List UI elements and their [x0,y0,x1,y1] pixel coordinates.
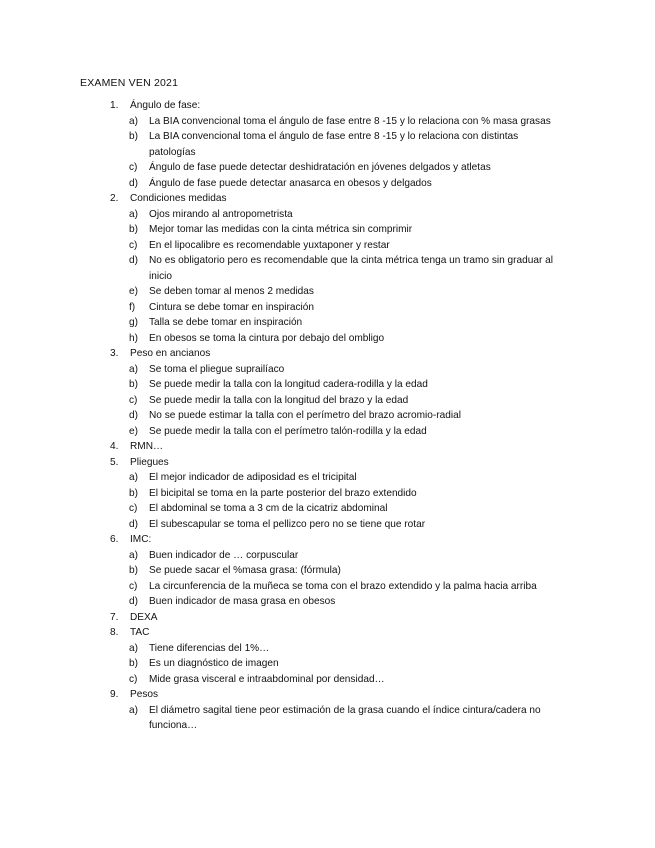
option-letter: a) [129,642,138,654]
answer-option [0,207,655,223]
option-letter: a) [129,115,138,127]
option-letter: b) [129,379,138,390]
question-text: DEXA [130,611,158,623]
question-item [0,455,655,533]
option-text: Se puede sacar el %masa grasa: (fórmula) [149,565,341,576]
question-item [0,610,655,626]
option-text: Se puede medir la talla con el perímetro talón-rodilla y la edad [149,425,427,437]
answer-option [0,563,655,579]
option-letter: d) [129,596,138,607]
question-text: Pliegues [130,456,169,468]
option-letter: a) [129,363,138,375]
question-number: 3. [110,348,119,359]
answer-option [0,377,655,393]
answer-option [0,548,655,564]
question-number: 6. [110,534,119,545]
question-item [0,687,655,734]
option-text: La BIA convencional toma el ángulo de fase entre 8 -15 y lo relaciona con distintas patologías [149,131,519,158]
answer-option [0,486,655,502]
answer-option [0,393,655,409]
option-letter: c) [129,239,138,251]
question-row [0,610,655,626]
option-letter: b) [129,658,138,669]
option-letter: c) [129,394,138,406]
option-letter: d) [129,255,138,266]
option-text: Ojos mirando al antropometrista [149,208,293,220]
option-text: Se toma el pliegue suprailíaco [149,363,285,375]
option-letter: h) [129,332,138,344]
option-text: Ángulo de fase puede detectar anasarca en obesos y delgados [149,177,432,189]
option-text: Mide grasa visceral e intraabdominal por densidad… [149,673,385,685]
option-letter: c) [129,580,138,592]
answer-option [0,656,655,672]
question-row [0,687,655,703]
option-letter: e) [129,425,138,437]
option-text: Se deben tomar al menos 2 medidas [149,286,314,297]
question-number: 4. [110,441,119,452]
option-text: Buen indicador de … corpuscular [149,549,299,561]
answer-option [0,408,655,424]
question-row [0,625,655,641]
answer-option [0,424,655,440]
option-text: No se puede estimar la talla con el perímetro del brazo acromio-radial [149,410,461,421]
question-text: Condiciones medidas [130,193,227,204]
answer-option [0,672,655,688]
question-number: 1. [110,100,119,111]
option-text: El diámetro sagital tiene peor estimación de la grasa cuando el índice cintura/cadera no funciona… [149,704,541,731]
question-text: RMN… [130,441,164,452]
option-text: No es obligatorio pero es recomendable que la cinta métrica tenga un tramo sin graduar al inicio [149,255,553,282]
answer-option [0,331,655,347]
answer-option [0,238,655,254]
question-number: 8. [110,627,119,638]
option-letter: c) [129,503,138,514]
question-number: 9. [110,689,119,700]
option-text: Mejor tomar las medidas con la cinta métrica sin comprimir [149,224,413,235]
question-row [0,439,655,455]
document-title: EXAMEN VEN 2021 [80,77,179,89]
answer-option [0,579,655,595]
option-letter: a) [129,208,138,220]
question-number: 5. [110,456,119,468]
question-number: 2. [110,193,119,204]
option-text: En obesos se toma la cintura por debajo del ombligo [149,332,385,344]
option-letter: d) [129,177,138,189]
question-text: TAC [130,627,150,638]
option-letter: a) [129,704,138,716]
question-row [0,191,655,207]
answer-option [0,315,655,331]
question-number: 7. [110,611,119,623]
answer-option [0,222,655,238]
option-text: Tiene diferencias del 1%… [149,642,270,654]
option-letter: b) [129,565,138,576]
answer-option [0,501,655,517]
option-text: Se puede medir la talla con la longitud cadera-rodilla y la edad [149,379,428,390]
option-letter: b) [129,487,138,499]
question-item [0,532,655,610]
option-text: Ángulo de fase puede detectar deshidratación en jóvenes delgados y atletas [149,162,491,173]
option-letter: b) [129,131,138,142]
answer-option [0,300,655,316]
option-letter: g) [129,317,138,328]
option-letter: a) [129,472,138,483]
option-letter: c) [129,162,138,173]
option-text: Es un diagnóstico de imagen [149,658,279,669]
option-text: Cintura se debe tomar en inspiración [149,301,314,313]
answer-option [0,114,655,130]
answer-option [0,253,655,284]
option-text: El abdominal se toma a 3 cm de la cicatriz abdominal [149,503,388,514]
option-text: Se puede medir la talla con la longitud del brazo y la edad [149,394,409,406]
answer-option [0,176,655,192]
question-item [0,191,655,346]
option-text: El bicipital se toma en la parte posterior del brazo extendido [149,487,417,499]
question-row [0,346,655,362]
answer-option [0,129,655,160]
answer-option [0,703,655,734]
question-text: IMC: [130,534,152,545]
question-row [0,98,655,114]
question-row [0,532,655,548]
option-text: El subescapular se toma el pellizco pero no se tiene que rotar [149,518,426,530]
question-row [0,455,655,471]
answer-option [0,641,655,657]
question-text: Ángulo de fase: [130,100,201,111]
option-letter: a) [129,549,138,561]
option-text: La circunferencia de la muñeca se toma con el brazo extendido y la palma hacia arriba [149,580,537,592]
option-text: Buen indicador de masa grasa en obesos [149,596,336,607]
option-letter: b) [129,224,138,235]
answer-option [0,470,655,486]
question-list [0,98,655,734]
option-letter: f) [129,301,136,313]
question-item [0,98,655,191]
option-letter: c) [129,673,138,685]
option-text: La BIA convencional toma el ángulo de fase entre 8 -15 y lo relaciona con % masa grasas [149,115,551,127]
question-text: Pesos [130,689,159,700]
answer-option [0,517,655,533]
answer-option [0,594,655,610]
question-item [0,625,655,687]
answer-option [0,284,655,300]
question-text: Peso en ancianos [130,348,211,359]
question-item [0,439,655,455]
option-text: Talla se debe tomar en inspiración [149,317,303,328]
answer-option [0,362,655,378]
question-item [0,346,655,439]
option-letter: d) [129,518,138,530]
option-text: El mejor indicador de adiposidad es el tricipital [149,472,357,483]
answer-option [0,160,655,176]
option-text: En el lipocalibre es recomendable yuxtaponer y restar [149,239,390,251]
option-letter: e) [129,286,138,297]
option-letter: d) [129,410,138,421]
